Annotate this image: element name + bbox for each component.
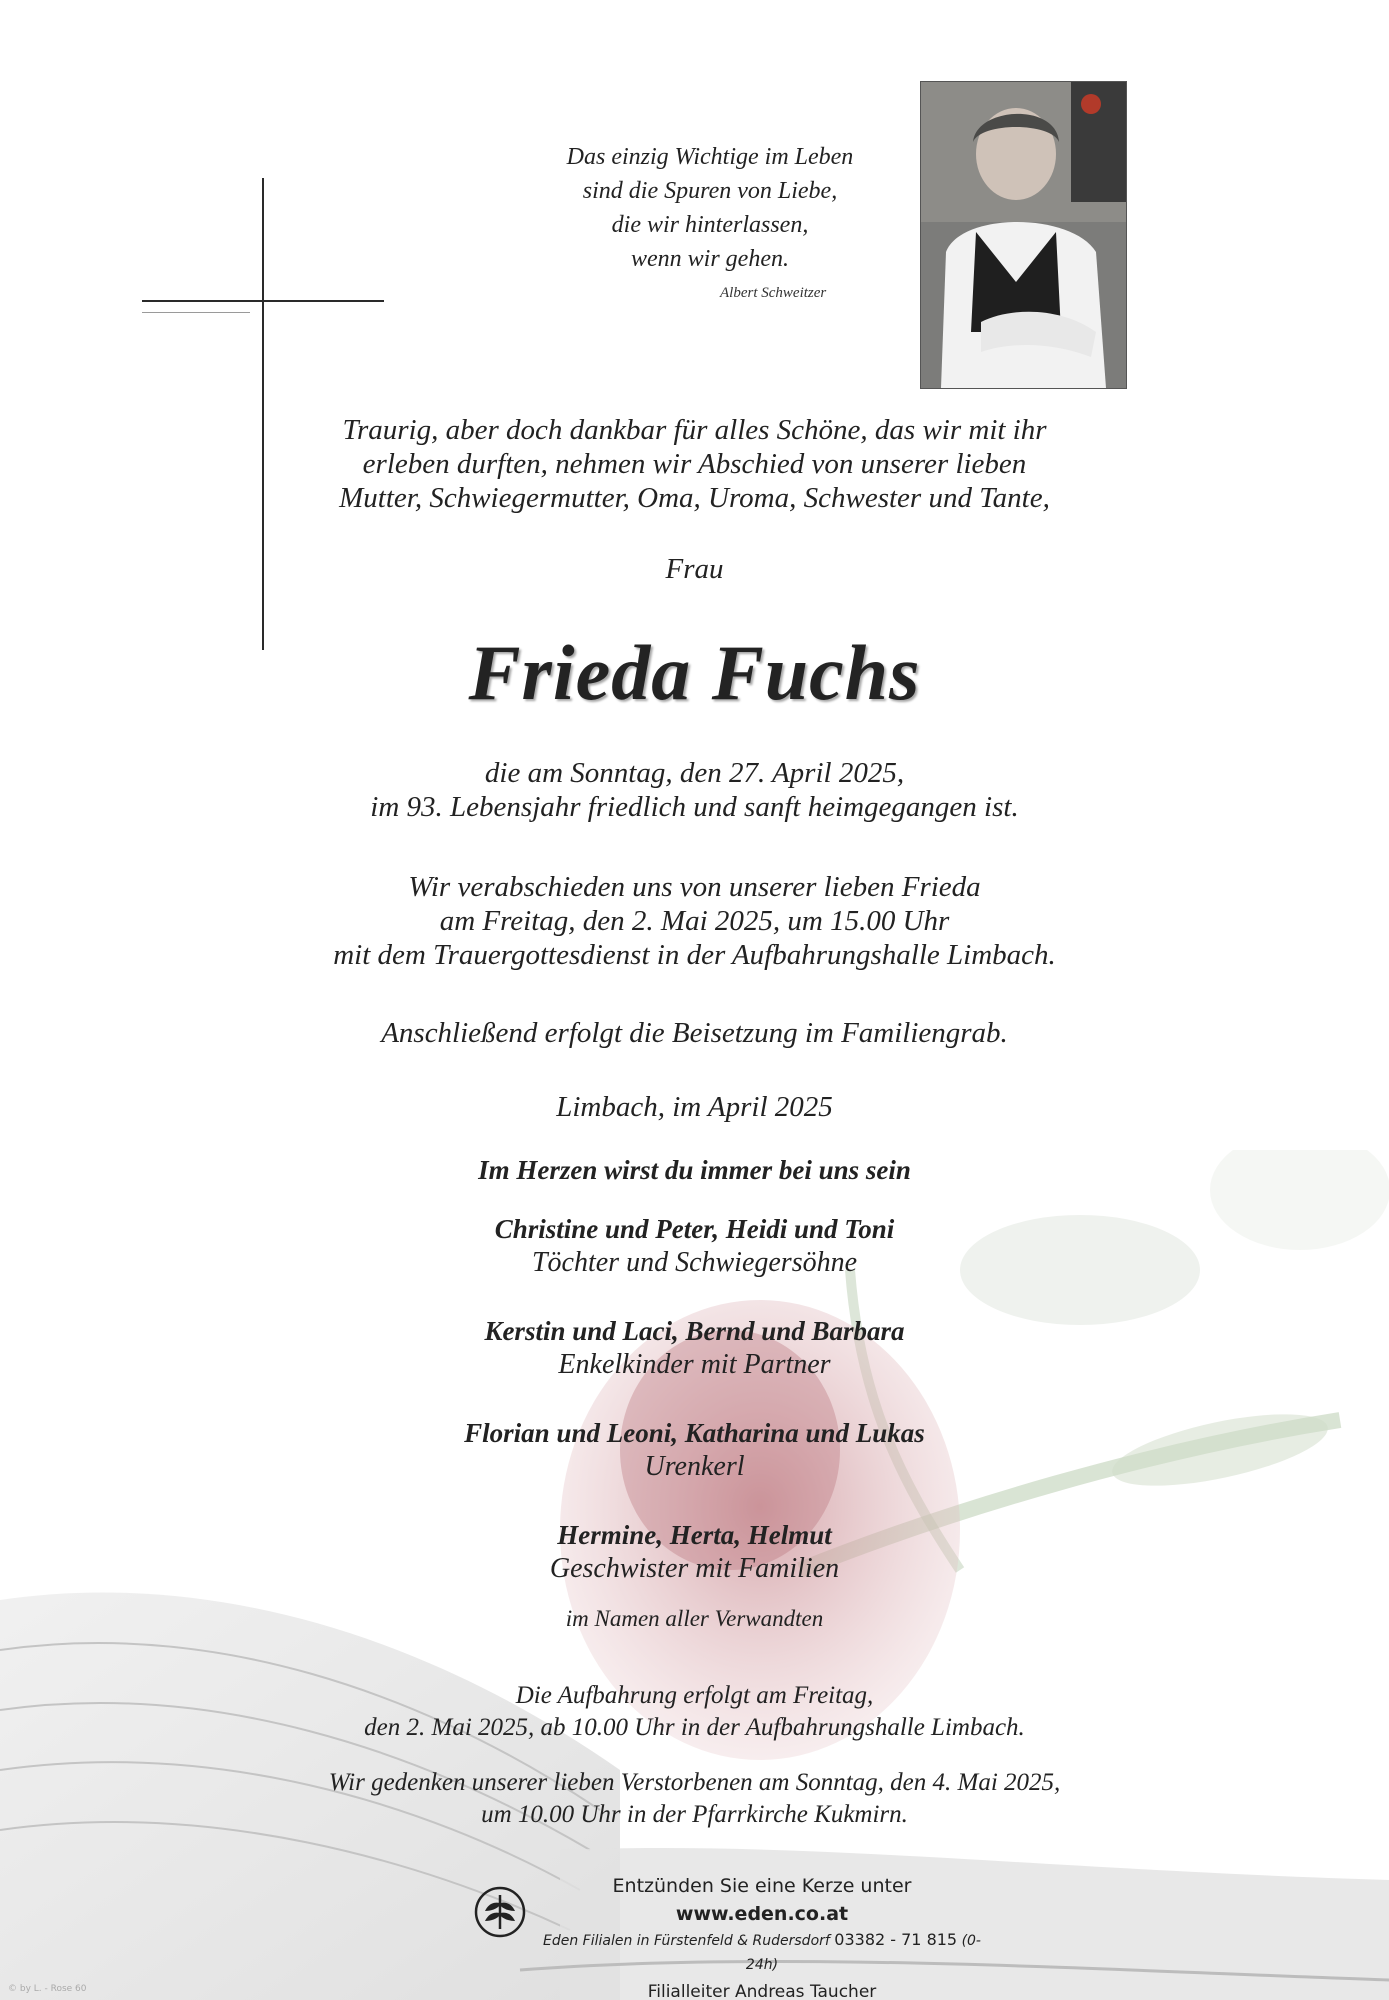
copyright-note: © by L. - Rose 60: [8, 1984, 87, 1994]
family-names: Hermine, Herta, Helmut: [557, 1520, 832, 1550]
service-line: mit dem Trauergottesdienst in der Aufbahrungshalle Limbach.: [333, 939, 1056, 971]
quote: [480, 140, 940, 276]
death-line: im 93. Lebensjahr friedlich und sanft heimgegangen ist.: [370, 791, 1019, 823]
family-role: Töchter und Schwiegersöhne: [531, 1247, 858, 1278]
intro-line: Traurig, aber doch dankbar für alles Schöne, das wir mit ihr: [342, 414, 1047, 446]
viewing-line: den 2. Mai 2025, ab 10.00 Uhr in der Aufbahrungshalle Limbach.: [364, 1714, 1025, 1741]
family-group: [0, 1212, 1389, 1280]
family-names: Florian und Leoni, Katharina und Lukas: [464, 1418, 925, 1448]
family-section: [0, 1152, 1389, 1632]
burial-notice: Anschließend erfolgt die Beisetzung im Familiengrab.: [381, 1017, 1008, 1049]
candle-text: Entzünden Sie eine Kerze unter: [612, 1875, 912, 1897]
on-behalf-note: im Namen aller Verwandten: [565, 1606, 824, 1631]
service-notice: [0, 870, 1389, 972]
quote-line: Das einzig Wichtige im Leben: [566, 144, 854, 170]
intro-line: Mutter, Schwiegermutter, Oma, Uroma, Schwester und Tante,: [339, 482, 1050, 514]
death-notice: [0, 756, 1389, 824]
family-role: Enkelkinder mit Partner: [558, 1349, 831, 1380]
family-group: [0, 1416, 1389, 1484]
branch-manager: Filialleiter Andreas Taucher: [647, 1982, 877, 2000]
family-group: [0, 1314, 1389, 1382]
quote-line: wenn wir gehen.: [631, 246, 789, 272]
phone-hours: (0-24h): [745, 1933, 981, 1973]
death-line: die am Sonntag, den 27. April 2025,: [484, 757, 905, 789]
deceased-name: Frieda Fuchs: [468, 629, 921, 716]
memorial-line: Wir gedenken unserer lieben Verstorbenen am Sonntag, den 4. Mai 2025,: [328, 1769, 1061, 1796]
salutation: Frau: [665, 553, 724, 585]
quote-author: Albert Schweitzer: [720, 285, 827, 301]
cross-horizontal-bar: [142, 300, 384, 302]
cross-shadow-line: [142, 312, 250, 313]
branches-text: Eden Filialen in Fürstenfeld & Rudersdorf: [543, 1933, 830, 1949]
place-date: Limbach, im April 2025: [556, 1091, 833, 1123]
intro-line: erleben durften, nehmen wir Abschied von unserer lieben: [362, 448, 1027, 480]
viewing-line: Die Aufbahrung erfolgt am Freitag,: [515, 1682, 874, 1709]
funeral-home-footer: [532, 1872, 992, 2000]
service-line: Wir verabschieden uns von unserer lieben Frieda: [408, 871, 981, 903]
eden-logo-icon: [473, 1885, 527, 1939]
branches-line: [532, 1928, 992, 1977]
portrait-photo: [921, 82, 1126, 388]
quote-line: sind die Spuren von Liebe,: [582, 178, 838, 204]
motto: Im Herzen wirst du immer bei uns sein: [478, 1155, 911, 1185]
intro-text: [0, 413, 1389, 515]
family-names: Christine und Peter, Heidi und Toni: [494, 1214, 895, 1244]
family-names: Kerstin und Laci, Bernd und Barbara: [484, 1316, 905, 1346]
website-link[interactable]: www.eden.co.at: [675, 1903, 849, 1925]
phone-number: 03382 - 71 815: [834, 1930, 958, 1949]
candle-line: [532, 1872, 992, 1928]
family-role: Geschwister mit Familien: [549, 1553, 840, 1584]
memorial-notice: [0, 1767, 1389, 1831]
family-role: Urenkerl: [644, 1451, 745, 1482]
memorial-line: um 10.00 Uhr in der Pfarrkirche Kukmirn.: [481, 1801, 908, 1828]
service-line: am Freitag, den 2. Mai 2025, um 15.00 Uhr: [439, 905, 950, 937]
viewing-notice: [0, 1680, 1389, 1744]
family-group: [0, 1518, 1389, 1586]
quote-line: die wir hinterlassen,: [611, 212, 809, 238]
